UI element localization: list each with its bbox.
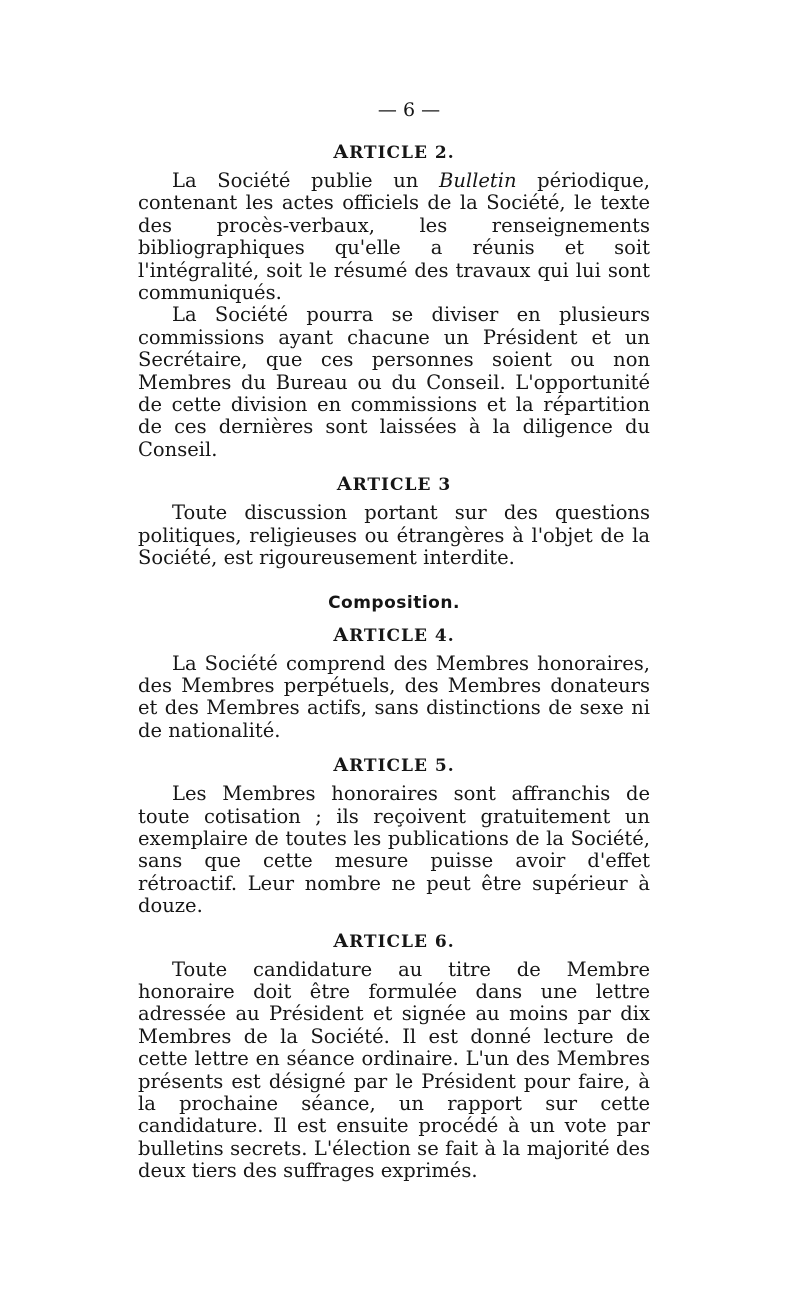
article-2-paragraph-2: La Société pourra se diviser en plusieurs commissions ayant chacune un Président et un Secrétaire, que ces personnes soient ou non Membres du Bureau ou du Conseil. L'opportunité de cette division en commissions et la répartition de ces dernières sont laissées à la diligence du Conseil. [138,303,650,461]
article-2-paragraph-1: La Société publie un Bulletin périodique, contenant les actes officiels de la Société, le texte des procès-verbaux, les renseignements bibliographiques qu'elle a réunis et soit l'intégralité, soit le résumé des travaux qui lui sont communiqués. [138,169,650,305]
bulletin-title: Bulletin [438,169,517,192]
article-3-heading: ARTICLE 3 [336,473,452,496]
article-6-heading: ARTICLE 6. [333,929,455,952]
article-5-paragraph-1: Les Membres honoraires sont affranchis de toute cotisation ; ils reçoivent gratuitement un exemplaire de toutes les publications de la Société, sans que cette mesure puisse avoir d'effet rétroactif. Leur nombre ne peut être supérieur à douze. [138,782,650,918]
document-page [138,95,650,1183]
article-6-paragraph-1: Toute candidature au titre de Membre honoraire doit être formulée dans une lettre adressée au Président et signée au moins par dix Membres de la Société. Il est donné lecture de cette lettre en séance ordinaire. L'un des Membres présents est désigné par le Président pour faire, à la prochaine séance, un rapport sur cette candidature. Il est ensuite procédé à un vote par bulletins secrets. L'élection se fait à la majorité des deux tiers des suffrages exprimés. [138,957,650,1183]
article-4-paragraph-1: La Société comprend des Membres honoraires, des Membres perpétuels, des Membres donateurs et des Membres actifs, sans distinctions de sexe ni de nationalité. [138,651,650,742]
page-number: — 6 — [377,99,441,121]
composition-heading: Composition. [328,592,460,613]
article-5-heading: ARTICLE 5. [333,754,455,777]
article-4-heading: ARTICLE 4. [333,623,455,646]
article-3-paragraph-1: Toute discussion portant sur des questions politiques, religieuses ou étrangères à l'objet de la Société, est rigoureusement interdite. [138,501,650,570]
article-2-heading: ARTICLE 2. [333,141,455,163]
